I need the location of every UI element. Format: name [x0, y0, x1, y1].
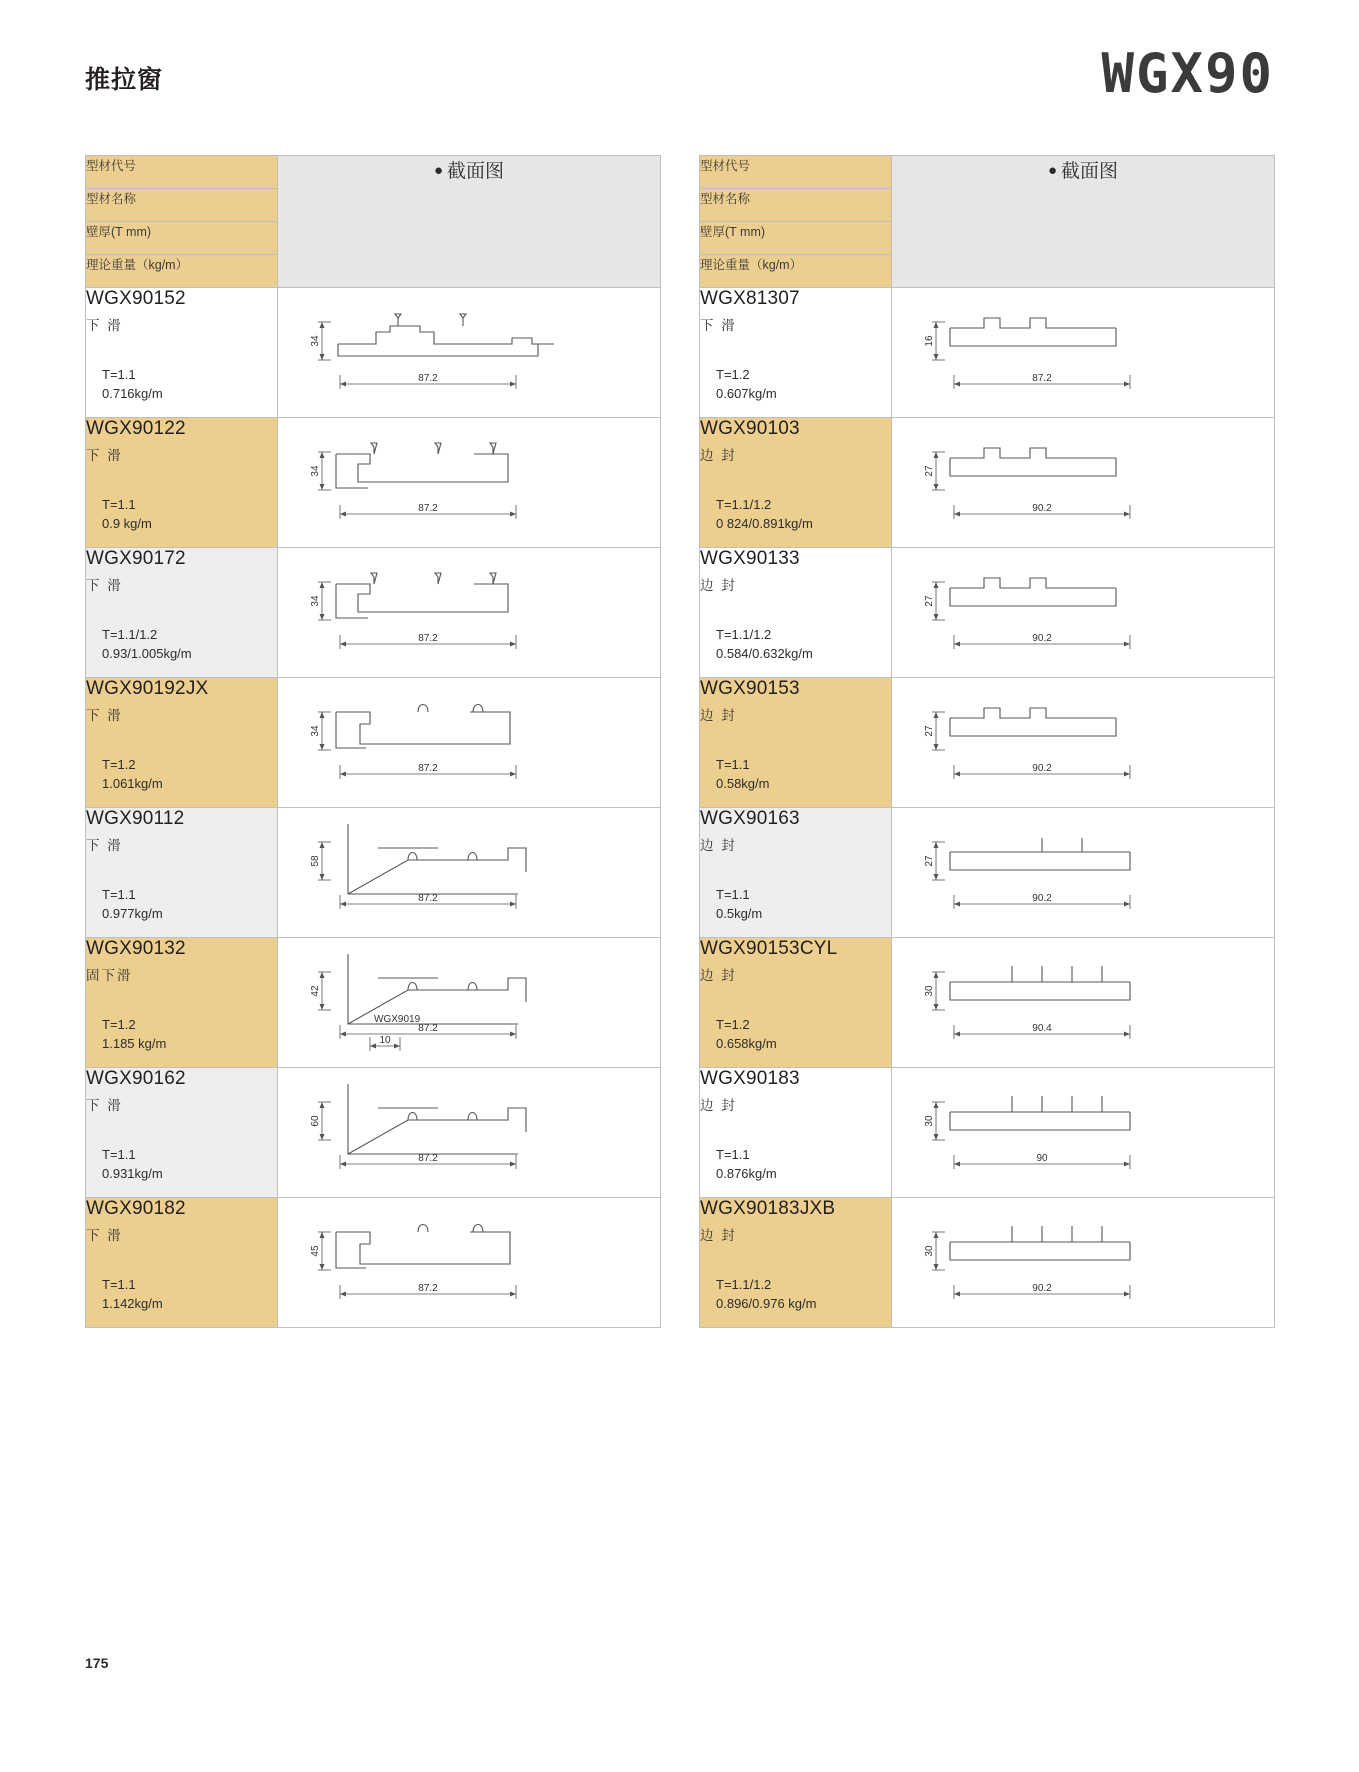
header-cell-3: 理论重量（kg/m） — [700, 255, 892, 288]
profile-weight: 1.185 kg/m — [102, 1036, 167, 1051]
svg-text:87.2: 87.2 — [418, 1153, 438, 1164]
profile-spec — [716, 1275, 816, 1313]
table-row — [700, 288, 1275, 418]
profile-info-cell — [86, 1198, 278, 1328]
header-cell-code: 型材代号 — [700, 156, 892, 189]
header-cell-1: 型材名称 — [700, 189, 892, 222]
table-row — [86, 548, 661, 678]
profile-name: 下 滑 — [86, 318, 123, 333]
profile-thickness: T=1.1/1.2 — [716, 1277, 772, 1292]
profile-weight: 0.931kg/m — [102, 1166, 163, 1181]
profile-weight: 0.607kg/m — [716, 386, 777, 401]
svg-text:10: 10 — [379, 1035, 391, 1046]
svg-text:90.2: 90.2 — [1032, 763, 1052, 774]
profile-section-figure — [892, 678, 1275, 808]
profile-spec — [716, 755, 769, 793]
header-cell-code: 型材代号 — [86, 156, 278, 189]
bullet-icon: ● — [1047, 162, 1058, 179]
profile-code: WGX90153 — [700, 678, 800, 699]
svg-text:27: 27 — [924, 725, 935, 737]
profile-thickness: T=1.1 — [102, 1147, 136, 1162]
figure-label: 截面图 — [1061, 161, 1119, 182]
table-row — [86, 1198, 661, 1328]
profile-thickness: T=1.1/1.2 — [102, 627, 158, 642]
svg-text:60: 60 — [310, 1115, 321, 1127]
profile-spec — [102, 1145, 163, 1183]
profile-name: 边 封 — [700, 578, 737, 593]
left-column — [85, 155, 661, 1328]
profile-spec — [102, 1275, 163, 1313]
profile-spec — [102, 495, 152, 533]
profile-spec — [102, 625, 192, 663]
profile-name: 下 滑 — [86, 1228, 123, 1243]
svg-text:45: 45 — [310, 1245, 321, 1257]
svg-text:30: 30 — [924, 1245, 935, 1257]
profile-weight: 0.716kg/m — [102, 386, 163, 401]
svg-text:27: 27 — [924, 855, 935, 867]
table-row — [700, 808, 1275, 938]
header-cell-2: 壁厚(T mm) — [700, 222, 892, 255]
table-row — [700, 678, 1275, 808]
profile-code: WGX90132 — [86, 938, 186, 959]
profile-weight: 1.142kg/m — [102, 1296, 163, 1311]
profile-code: WGX90153CYL — [700, 938, 838, 959]
profile-weight: 0.9 kg/m — [102, 516, 152, 531]
svg-text:87.2: 87.2 — [418, 1023, 438, 1034]
profile-section-figure — [892, 1198, 1275, 1328]
profile-section-figure — [278, 548, 661, 678]
profile-name: 下 滑 — [700, 318, 737, 333]
profile-weight: 1.061kg/m — [102, 776, 163, 791]
profile-weight: 0.58kg/m — [716, 776, 770, 791]
profile-code: WGX90192JX — [86, 678, 209, 699]
profile-columns — [85, 155, 1275, 1328]
profile-info-cell — [86, 678, 278, 808]
profile-info-cell — [700, 1198, 892, 1328]
profile-section-figure — [892, 808, 1275, 938]
svg-text:87.2: 87.2 — [1032, 373, 1052, 384]
profile-spec — [716, 1145, 777, 1183]
profile-info-cell — [700, 808, 892, 938]
profile-section-figure — [278, 1068, 661, 1198]
table-row — [700, 1068, 1275, 1198]
table-row — [700, 548, 1275, 678]
page-number: 175 — [85, 1655, 109, 1671]
profile-name: 下 滑 — [86, 578, 123, 593]
svg-text:34: 34 — [310, 335, 321, 347]
profile-weight: 0 824/0.891kg/m — [716, 516, 813, 531]
profile-section-figure — [892, 1068, 1275, 1198]
profile-weight: 0.896/0.976 kg/m — [716, 1296, 817, 1311]
right-column — [699, 155, 1275, 1328]
profile-spec — [716, 495, 813, 533]
profile-spec — [716, 365, 777, 403]
profile-spec — [716, 625, 813, 663]
table-row — [86, 288, 661, 418]
profile-section-figure — [278, 678, 661, 808]
svg-text:90.2: 90.2 — [1032, 633, 1052, 644]
profile-name: 边 封 — [700, 1098, 737, 1113]
table-row — [86, 418, 661, 548]
svg-text:90.2: 90.2 — [1032, 893, 1052, 904]
profile-table-left — [85, 155, 661, 1328]
table-header-row — [86, 156, 661, 189]
profile-code: WGX90103 — [700, 418, 800, 439]
profile-name: 下 滑 — [86, 708, 123, 723]
profile-spec — [102, 365, 163, 403]
profile-thickness: T=1.2 — [102, 1017, 136, 1032]
svg-text:90: 90 — [1036, 1153, 1048, 1164]
profile-code: WGX90133 — [700, 548, 800, 569]
profile-name: 边 封 — [700, 838, 737, 853]
svg-text:34: 34 — [310, 725, 321, 737]
table-row — [86, 678, 661, 808]
svg-text:58: 58 — [310, 855, 321, 867]
profile-code: WGX90163 — [700, 808, 800, 829]
header-cell-figure — [278, 156, 661, 288]
svg-text:90.4: 90.4 — [1032, 1023, 1052, 1034]
profile-spec — [102, 885, 163, 923]
svg-text:42: 42 — [310, 985, 321, 997]
profile-info-cell — [86, 548, 278, 678]
profile-code: WGX90182 — [86, 1198, 186, 1219]
table-row — [700, 1198, 1275, 1328]
profile-thickness: T=1.1 — [716, 1147, 750, 1162]
profile-weight: 0.658kg/m — [716, 1036, 777, 1051]
header-cell-3: 理论重量（kg/m） — [86, 255, 278, 288]
table-row — [700, 938, 1275, 1068]
table-row — [86, 1068, 661, 1198]
profile-spec — [102, 755, 163, 793]
profile-thickness: T=1.1/1.2 — [716, 497, 772, 512]
svg-text:34: 34 — [310, 595, 321, 607]
page-category-title: 推拉窗 — [85, 66, 164, 94]
svg-text:27: 27 — [924, 595, 935, 607]
profile-spec — [716, 885, 762, 923]
profile-info-cell — [700, 548, 892, 678]
profile-info-cell — [700, 288, 892, 418]
profile-thickness: T=1.2 — [102, 757, 136, 772]
profile-code: WGX90172 — [86, 548, 186, 569]
profile-weight: 0.977kg/m — [102, 906, 163, 921]
profile-spec — [102, 1015, 166, 1053]
svg-text:30: 30 — [924, 985, 935, 997]
profile-section-figure — [892, 938, 1275, 1068]
profile-section-figure — [278, 418, 661, 548]
profile-thickness: T=1.1 — [102, 1277, 136, 1292]
profile-thickness: T=1.2 — [716, 367, 750, 382]
profile-name: 下 滑 — [86, 1098, 123, 1113]
profile-name: 边 封 — [700, 708, 737, 723]
profile-code: WGX90152 — [86, 288, 186, 309]
profile-name: 下 滑 — [86, 838, 123, 853]
svg-text:90.2: 90.2 — [1032, 1283, 1052, 1294]
profile-section-figure — [278, 808, 661, 938]
header-cell-1: 型材名称 — [86, 189, 278, 222]
profile-section-figure — [278, 1198, 661, 1328]
profile-code: WGX90183 — [700, 1068, 800, 1089]
profile-name: 固下滑 — [86, 968, 133, 983]
profile-code: WGX90112 — [86, 808, 185, 829]
profile-thickness: T=1.1 — [102, 887, 136, 902]
svg-text:87.2: 87.2 — [418, 763, 438, 774]
profile-thickness: T=1.1 — [102, 367, 136, 382]
profile-table-right — [699, 155, 1275, 1328]
profile-info-cell — [700, 938, 892, 1068]
table-row — [86, 808, 661, 938]
profile-name: 边 封 — [700, 968, 737, 983]
bullet-icon: ● — [433, 162, 444, 179]
svg-text:87.2: 87.2 — [418, 503, 438, 514]
profile-thickness: T=1.1/1.2 — [716, 627, 772, 642]
page-series-title: WGX90 — [1101, 42, 1274, 105]
svg-text:87.2: 87.2 — [418, 373, 438, 384]
profile-thickness: T=1.1 — [716, 887, 750, 902]
header-cell-figure — [892, 156, 1275, 288]
svg-text:90.2: 90.2 — [1032, 503, 1052, 514]
table-row — [86, 938, 661, 1068]
profile-section-figure — [278, 288, 661, 418]
profile-weight: 0.93/1.005kg/m — [102, 646, 192, 661]
profile-code: WGX81307 — [700, 288, 800, 309]
profile-section-figure — [892, 288, 1275, 418]
profile-name: 下 滑 — [86, 448, 123, 463]
profile-section-figure — [892, 548, 1275, 678]
profile-thickness: T=1.1 — [716, 757, 750, 772]
page-header — [85, 42, 1274, 112]
svg-text:34: 34 — [310, 465, 321, 477]
profile-info-cell — [86, 1068, 278, 1198]
profile-thickness: T=1.2 — [716, 1017, 750, 1032]
table-row — [700, 418, 1275, 548]
profile-info-cell — [86, 288, 278, 418]
svg-text:87.2: 87.2 — [418, 1283, 438, 1294]
profile-info-cell — [86, 418, 278, 548]
svg-text:WGX9019: WGX9019 — [374, 1014, 421, 1025]
profile-info-cell — [700, 678, 892, 808]
profile-info-cell — [86, 808, 278, 938]
profile-code: WGX90162 — [86, 1068, 186, 1089]
profile-thickness: T=1.1 — [102, 497, 136, 512]
profile-section-figure — [278, 938, 661, 1068]
profile-code: WGX90183JXB — [700, 1198, 836, 1219]
profile-weight: 0.5kg/m — [716, 906, 763, 921]
svg-text:87.2: 87.2 — [418, 893, 438, 904]
profile-weight: 0.876kg/m — [716, 1166, 777, 1181]
profile-info-cell — [86, 938, 278, 1068]
profile-section-figure — [892, 418, 1275, 548]
svg-text:16: 16 — [924, 335, 935, 347]
figure-label: 截面图 — [447, 161, 505, 182]
profile-name: 边 封 — [700, 1228, 737, 1243]
header-cell-2: 壁厚(T mm) — [86, 222, 278, 255]
profile-info-cell — [700, 418, 892, 548]
profile-spec — [716, 1015, 777, 1053]
profile-info-cell — [700, 1068, 892, 1198]
svg-text:87.2: 87.2 — [418, 633, 438, 644]
svg-text:30: 30 — [924, 1115, 935, 1127]
profile-code: WGX90122 — [86, 418, 186, 439]
table-header-row — [700, 156, 1275, 189]
svg-text:27: 27 — [924, 465, 935, 477]
profile-name: 边 封 — [700, 448, 737, 463]
profile-weight: 0.584/0.632kg/m — [716, 646, 813, 661]
